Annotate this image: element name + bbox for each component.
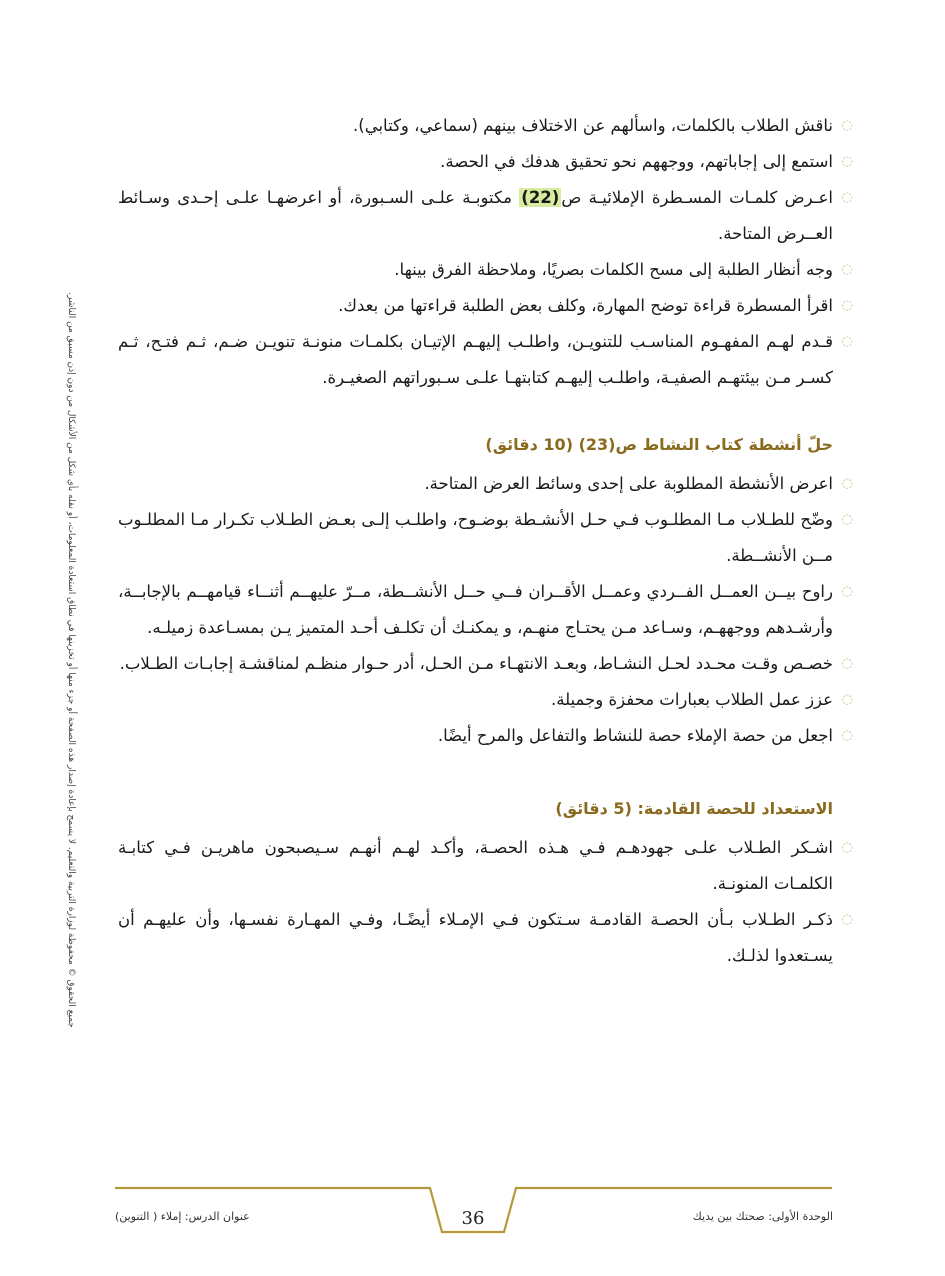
- list-item: [118, 288, 853, 324]
- intro-list: [118, 108, 853, 396]
- footer-unit-title: الوحدة الأولى: صحتك بين يديك: [692, 1210, 833, 1223]
- bullet-icon: ◌: [841, 584, 853, 599]
- item-text: اعرض الأنشطة المطلوبة على إحدى وسائط العرض المتاحة.: [424, 474, 833, 493]
- list-item: [118, 502, 853, 574]
- item-text: ذكـر الطـلاب بـأن الحصـة القادمـة سـتكون فـي الإمـلاء أيضًـا، وفـي المهـارة نفسـها، وأن عليهـم أن يسـتعدوا لذلـك.: [118, 910, 833, 965]
- bullet-icon: ◌: [841, 262, 853, 277]
- bullet-icon: ◌: [841, 656, 853, 671]
- copyright-side-note: [64, 292, 78, 1028]
- bullet-icon: ◌: [841, 298, 853, 313]
- section-title-next-lesson: الاستعداد للحصة القادمة: (5 دقائق): [555, 799, 833, 818]
- list-item: [118, 718, 853, 754]
- bullet-icon: ◌: [841, 692, 853, 707]
- footer-lesson-title: عنوان الدرس: إملاء ( التنوين): [115, 1210, 250, 1223]
- item-text: ناقش الطلاب بالكلمات، واسألهم عن الاختلاف بينهم (سماعي، وكتابي).: [353, 116, 833, 135]
- item-text: اقرأ المسطرة قراءة توضح المهارة، وكلف بعض الطلبة قراءتها من بعدك.: [338, 296, 833, 315]
- item-text: قـدم لهـم المفهـوم المناسـب للتنويـن، واطلـب إليهـم الإتيـان بكلمـات منونـة تنويـن ضـم، ثـم فتـح، ثـم كسـر مـن بيئتهـم الصفيـة، واطلـب إليهـم كتابتهـا علـى سـبوراتهم الصغيـرة.: [118, 332, 833, 387]
- bullet-icon: ◌: [841, 840, 853, 855]
- bullet-icon: ◌: [841, 118, 853, 133]
- page-number: 36: [461, 1208, 485, 1229]
- list-item: [118, 830, 853, 902]
- list-item: [118, 252, 853, 288]
- list-item: [118, 646, 853, 682]
- list-item: [118, 574, 853, 646]
- item-text: راوح بيــن العمــل الفــردي وعمــل الأقــران فــي حــل الأنشــطة، مــرّ عليهــم أثنــاء قيامهــم بالإجابــة، وأرشـدهم ووجههـم، وسـاعد مـن يحتـاج منهـم، و يمكنـك أن تكلـف أحـد المتميز يـن بمسـاعدة زميلـه.: [118, 582, 833, 637]
- item-text: وضّح للطـلاب مـا المطلـوب فـي حـل الأنشـطة بوضـوح، واطلـب إلـى بعـض الطـلاب تكـرار مـا المطلـوب مــن الأنشــطة.: [118, 510, 833, 565]
- list-item: [118, 902, 853, 974]
- list-item: [118, 324, 853, 396]
- item-text: عزز عمل الطلاب بعبارات محفزة وجميلة.: [550, 690, 833, 709]
- bullet-icon: ◌: [841, 334, 853, 349]
- item-text: اشـكر الطـلاب علـى جهودهـم فـي هـذه الحصـة، وأكـد لهـم أنهـم سـيصبحون ماهريـن فـي كتابـة الكلمـات المنونـة.: [118, 838, 833, 893]
- item-text: وجه أنظار الطلبة إلى مسح الكلمات بصريًا، وملاحظة الفرق بينها.: [394, 260, 833, 279]
- list-item: [118, 466, 853, 502]
- copyright-text: جميع الحقوق © محفوظة لوزارة التربية والتعليم. لا يسمح بإعادة إصدار هذه الصفحة أو جزء منها أو تخزينها في نطاق استعادة المعلومات، أو نقله بأي شكل من الأشكال من دون إذن مسبق من الناشر.: [66, 292, 76, 1028]
- bullet-icon: ◌: [841, 728, 853, 743]
- item-text: مكتوبـة علـى السـبورة، أو اعرضهـا علـى إحـدى وسـائط العــرض المتاحة.: [118, 188, 833, 243]
- list-item: [118, 682, 853, 718]
- bullet-icon: ◌: [841, 154, 853, 169]
- list-item: [118, 108, 853, 144]
- item-text: استمع إلى إجاباتهم، ووجههم نحو تحقيق هدفك في الحصة.: [440, 152, 833, 171]
- item-text: خصـص وقـت محـدد لحـل النشـاط، وبعـد الانتهـاء مـن الحـل، أدر حـوار منظـم لمناقشـة إجابـات الطـلاب.: [119, 654, 833, 673]
- bullet-icon: ◌: [841, 912, 853, 927]
- item-text: اجعل من حصة الإملاء حصة للنشاط والتفاعل والمرح أيضًا.: [437, 726, 833, 745]
- item-text: اعـرض كلمـات المسـطرة الإملائيـة ص: [561, 188, 833, 207]
- next-lesson-list: [118, 830, 853, 974]
- section-title-activities: حلّ أنشطة كتاب النشاط ص(23) (10 دقائق): [485, 435, 833, 454]
- bullet-icon: ◌: [841, 476, 853, 491]
- bullet-icon: ◌: [841, 512, 853, 527]
- activities-list: [118, 466, 853, 754]
- list-item: [118, 144, 853, 180]
- list-item: [118, 180, 853, 252]
- page-reference-highlight: (22): [521, 188, 560, 207]
- bullet-icon: ◌: [841, 190, 853, 205]
- lesson-content: [118, 108, 853, 974]
